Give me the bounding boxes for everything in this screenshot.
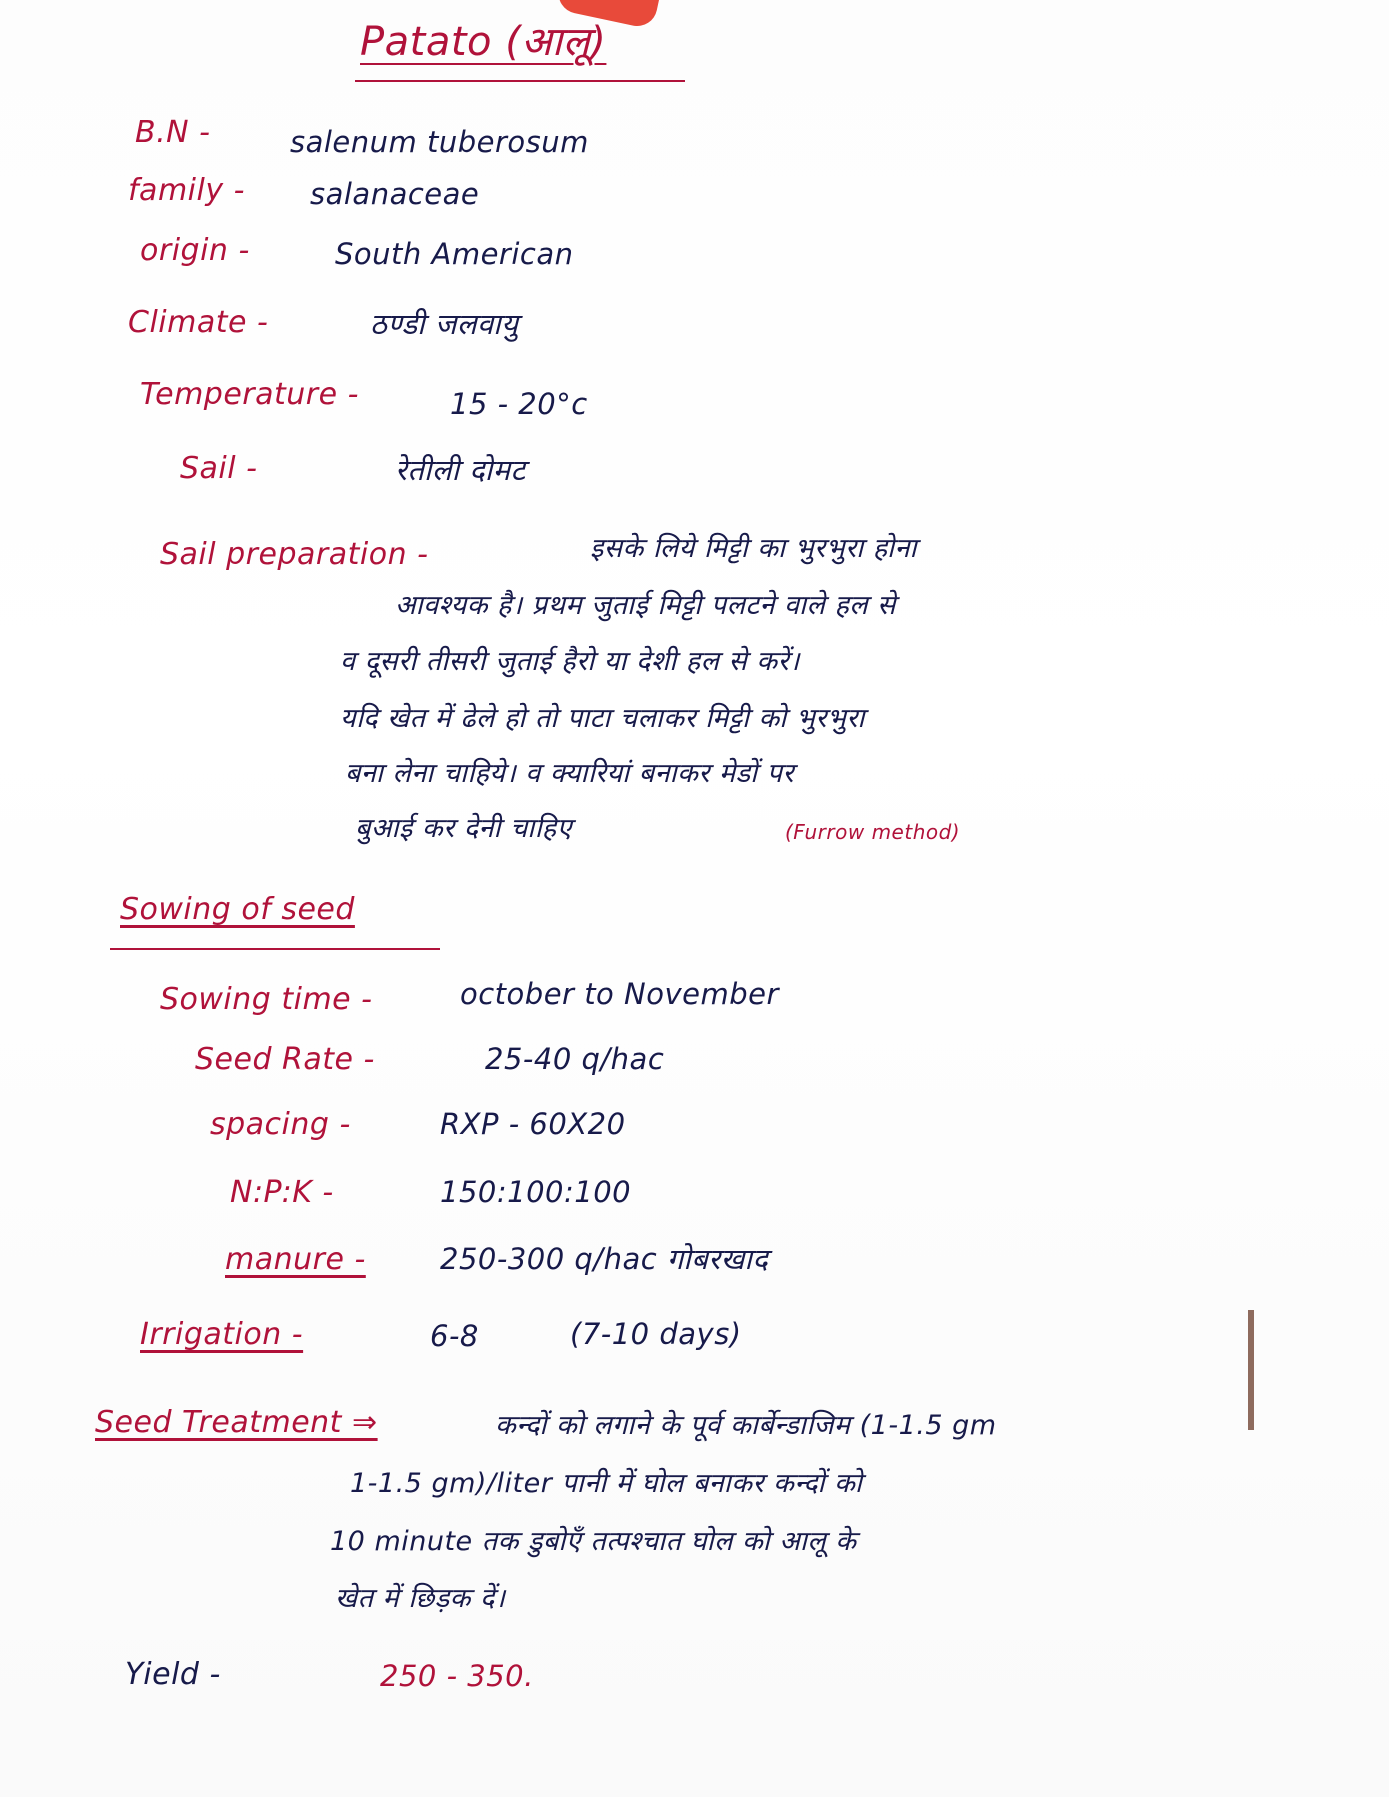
soil-label: Sail - — [180, 451, 258, 486]
seed-rate-label: Seed Rate - — [195, 1042, 375, 1077]
family-value: salanaceae — [310, 177, 480, 211]
seed-treatment-line-3: 10 minute तक डुबोएँ तत्पश्चात घोल को आलू के — [330, 1526, 857, 1557]
sowing-time-label: Sowing time - — [160, 982, 373, 1017]
sowing-time-value: october to November — [460, 977, 779, 1011]
soil-preparation-line-6: बुआई कर देनी चाहिए — [355, 813, 573, 844]
botanical-name-label: B.N - — [135, 115, 211, 150]
sowing-heading: Sowing of seed — [120, 892, 355, 927]
sowing-heading-underline — [110, 948, 440, 950]
page-edge-mark — [1248, 1310, 1254, 1430]
origin-label: origin - — [140, 233, 250, 268]
botanical-name-value: salenum tuberosum — [290, 125, 589, 159]
seed-treatment-line-1: कन्दों को लगाने के पूर्व कार्बेन्डाजिम (1-1.5 gm — [495, 1410, 997, 1441]
soil-preparation-line-5: बना लेना चाहिये। व क्यारियां बनाकर मेडों पर — [345, 758, 795, 789]
spacing-value: RXP - 60X20 — [440, 1107, 626, 1141]
seed-treatment-label: Seed Treatment ⇒ — [95, 1405, 378, 1440]
origin-value: South American — [335, 237, 574, 271]
irrigation-label: Irrigation - — [140, 1317, 304, 1352]
temperature-label: Temperature - — [140, 377, 359, 412]
soil-preparation-line-3: व दूसरी तीसरी जुताई हैरो या देशी हल से करें। — [340, 646, 800, 677]
climate-label: Climate - — [128, 305, 269, 340]
temperature-value: 15 - 20°c — [450, 387, 588, 421]
family-label: family - — [128, 173, 245, 208]
seed-treatment-line-4: खेत में छिड़क दें। — [335, 1583, 506, 1614]
furrow-method-note: (Furrow method) — [785, 820, 961, 844]
soil-preparation-line-4: यदि खेत में ढेले हो तो पाटा चलाकर मिट्टी को भुरभुरा — [340, 703, 865, 734]
seed-rate-value: 25-40 q/hac — [485, 1042, 665, 1076]
page-title: Patato (आलू) — [360, 19, 607, 65]
irrigation-value: 6-8 — [430, 1319, 479, 1353]
spacing-label: spacing - — [210, 1107, 351, 1142]
soil-value: रेतीली दोमट — [395, 453, 526, 487]
yield-label: Yield - — [125, 1657, 221, 1692]
soil-preparation-label: Sail preparation - — [160, 537, 429, 572]
soil-preparation-line-1: इसके लिये मिट्टी का भुरभुरा होना — [590, 533, 918, 564]
irrigation-note: (7-10 days) — [570, 1317, 742, 1351]
npk-value: 150:100:100 — [440, 1175, 632, 1209]
npk-label: N:P:K - — [230, 1175, 334, 1210]
title-underline — [355, 80, 685, 82]
soil-preparation-line-2: आवश्यक है। प्रथम जुताई मिट्टी पलटने वाले हल से — [395, 590, 896, 621]
yield-value: 250 - 350. — [380, 1659, 534, 1693]
climate-value: ठण्डी जलवायु — [370, 307, 519, 341]
manure-value: 250-300 q/hac गोबरखाद — [440, 1242, 769, 1276]
seed-treatment-line-2: 1-1.5 gm)/liter पानी में घोल बनाकर कन्दों को — [350, 1468, 863, 1499]
manure-label: manure - — [225, 1242, 366, 1277]
